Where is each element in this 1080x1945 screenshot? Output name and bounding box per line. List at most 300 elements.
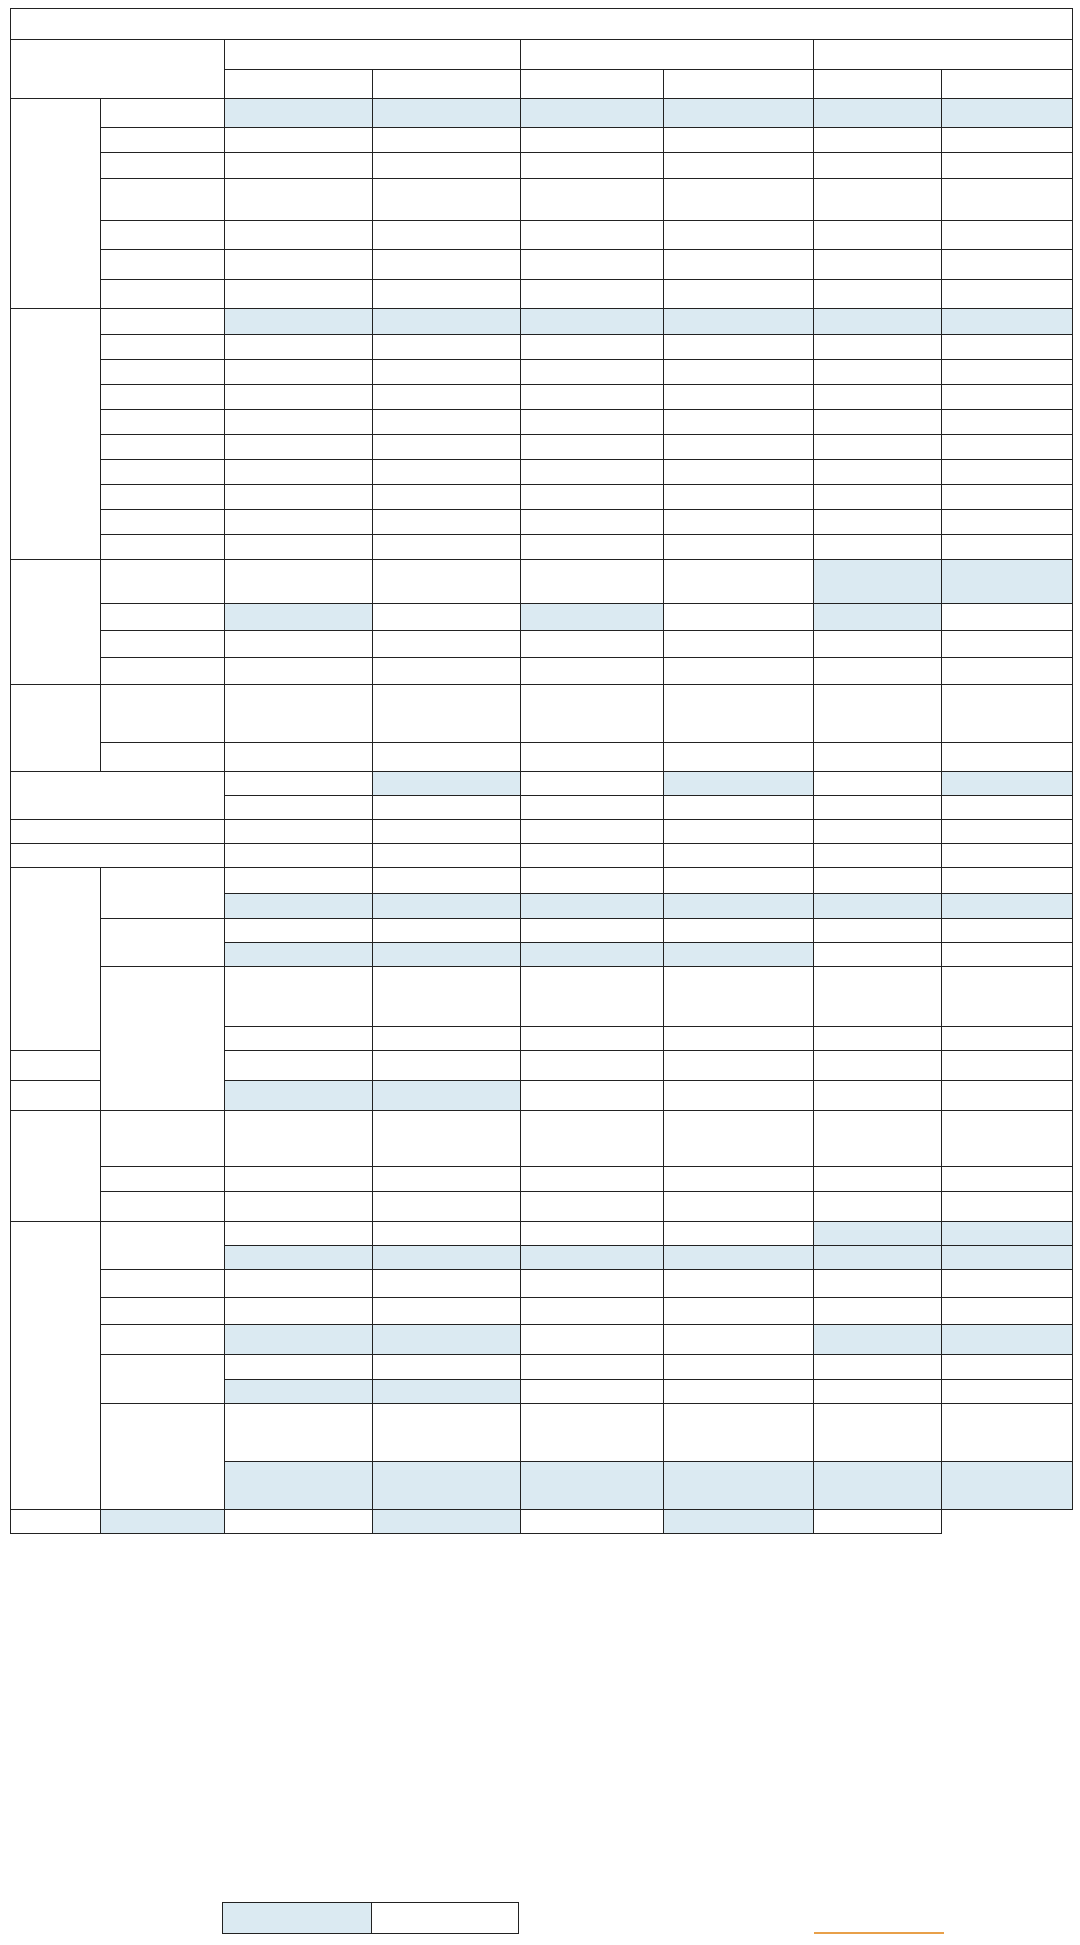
schedule-cell — [225, 153, 373, 179]
schedule-cell — [373, 820, 521, 844]
schedule-cell — [942, 535, 1073, 560]
schedule-cell — [814, 772, 942, 796]
schedule-cell — [373, 1246, 521, 1270]
schedule-cell — [373, 179, 521, 221]
schedule-cell — [664, 410, 814, 435]
schedule-cell — [814, 153, 942, 179]
schedule-cell — [225, 128, 373, 153]
schedule-cell — [373, 435, 521, 460]
schedule-cell — [942, 510, 1073, 535]
schedule-cell — [225, 1192, 373, 1222]
schedule-cell — [814, 250, 942, 280]
schedule-cell — [814, 844, 942, 868]
schedule-cell — [521, 658, 664, 685]
schedule-cell — [942, 1462, 1073, 1510]
schedule-cell — [814, 894, 942, 919]
schedule-cell — [521, 1167, 664, 1192]
schedule-cell — [942, 743, 1073, 772]
schedule-cell — [814, 1192, 942, 1222]
dept-name — [101, 460, 225, 485]
schedule-cell — [942, 1270, 1073, 1298]
schedule-cell — [225, 743, 373, 772]
schedule-cell — [814, 967, 942, 1027]
dept-name — [101, 1325, 225, 1355]
schedule-cell — [664, 560, 814, 604]
schedule-cell — [373, 1404, 521, 1462]
schedule-cell — [664, 1270, 814, 1298]
schedule-cell — [373, 99, 521, 128]
schedule-cell — [814, 1051, 942, 1081]
dept-name — [101, 309, 225, 335]
schedule-cell — [225, 1355, 373, 1380]
schedule-cell — [521, 796, 664, 820]
schedule-cell — [225, 221, 373, 250]
dept-name — [11, 772, 225, 820]
group-xin — [11, 1111, 101, 1222]
schedule-cell — [942, 1298, 1073, 1325]
schedule-cell — [225, 535, 373, 560]
schedule-cell — [664, 1222, 814, 1246]
schedule-cell — [521, 1222, 664, 1246]
schedule-cell — [664, 868, 814, 894]
dept-name — [225, 1027, 373, 1051]
schedule-cell — [521, 1510, 664, 1534]
schedule-cell — [664, 335, 814, 360]
schedule-cell — [521, 179, 664, 221]
schedule-cell — [664, 796, 814, 820]
schedule-cell — [942, 868, 1073, 894]
schedule-cell — [521, 485, 664, 510]
dept-name — [101, 1222, 225, 1270]
group-neike — [11, 99, 101, 309]
schedule-cell — [664, 894, 814, 919]
schedule-cell — [373, 1222, 521, 1246]
schedule-cell — [664, 385, 814, 410]
schedule-cell — [521, 894, 664, 919]
schedule-cell — [942, 1222, 1073, 1246]
schedule-cell — [814, 820, 942, 844]
schedule-cell — [942, 1380, 1073, 1404]
dept-name — [101, 1404, 225, 1510]
schedule-cell — [664, 1380, 814, 1404]
schedule-cell — [664, 1298, 814, 1325]
schedule-cell — [373, 280, 521, 309]
schedule-cell — [814, 309, 942, 335]
dept-name — [101, 685, 225, 743]
schedule-cell — [373, 1355, 521, 1380]
schedule-cell — [814, 1462, 942, 1510]
schedule-cell — [664, 919, 814, 943]
schedule-cell — [942, 1404, 1073, 1462]
schedule-sheet — [10, 8, 1072, 1534]
schedule-cell — [373, 250, 521, 280]
schedule-cell — [373, 1051, 521, 1081]
schedule-cell — [664, 1051, 814, 1081]
schedule-cell — [814, 1355, 942, 1380]
schedule-cell — [664, 743, 814, 772]
schedule-cell — [373, 868, 521, 894]
schedule-cell — [942, 250, 1073, 280]
schedule-cell — [521, 1111, 664, 1167]
schedule-cell — [373, 1167, 521, 1192]
schedule-cell — [521, 1027, 664, 1051]
dept-name — [225, 967, 373, 1027]
schedule-cell — [373, 128, 521, 153]
schedule-cell — [942, 1192, 1073, 1222]
group-wuguan — [11, 685, 101, 772]
schedule-cell — [664, 250, 814, 280]
schedule-cell — [942, 309, 1073, 335]
schedule-cell — [521, 1270, 664, 1298]
schedule-cell — [814, 1111, 942, 1167]
schedule-cell — [521, 1462, 664, 1510]
schedule-cell — [814, 1298, 942, 1325]
schedule-cell — [942, 410, 1073, 435]
schedule-cell — [814, 335, 942, 360]
schedule-cell — [101, 1510, 225, 1534]
schedule-cell — [942, 360, 1073, 385]
schedule-cell — [814, 221, 942, 250]
schedule-cell — [225, 844, 373, 868]
schedule-cell — [814, 658, 942, 685]
schedule-cell — [814, 1222, 942, 1246]
schedule-cell — [814, 1027, 942, 1051]
schedule-cell — [664, 1404, 814, 1462]
schedule-cell — [521, 844, 664, 868]
dept-name — [101, 153, 225, 179]
schedule-cell — [942, 485, 1073, 510]
schedule-cell — [373, 510, 521, 535]
schedule-cell — [521, 221, 664, 250]
schedule-cell — [521, 385, 664, 410]
schedule-cell — [814, 410, 942, 435]
schedule-cell — [225, 772, 373, 796]
schedule-cell — [942, 1325, 1073, 1355]
schedule-cell — [521, 1355, 664, 1380]
schedule-cell — [521, 460, 664, 485]
schedule-cell — [814, 1380, 942, 1404]
schedule-cell — [942, 1051, 1073, 1081]
day-header — [521, 40, 814, 70]
schedule-cell — [225, 360, 373, 385]
schedule-cell — [942, 99, 1073, 128]
schedule-cell — [664, 1167, 814, 1192]
schedule-cell — [664, 280, 814, 309]
schedule-cell — [942, 631, 1073, 658]
schedule-cell — [373, 796, 521, 820]
schedule-cell — [521, 919, 664, 943]
schedule-cell — [225, 560, 373, 604]
schedule-cell — [373, 844, 521, 868]
schedule-cell — [664, 153, 814, 179]
schedule-cell — [942, 435, 1073, 460]
schedule-cell — [814, 99, 942, 128]
dept-header — [11, 40, 225, 99]
group-waike — [11, 309, 101, 560]
day-header — [225, 40, 521, 70]
schedule-cell — [814, 535, 942, 560]
page-title — [11, 9, 1073, 40]
dept-name — [101, 1270, 225, 1298]
schedule-cell — [814, 1404, 942, 1462]
dept-name — [101, 743, 225, 772]
schedule-table — [10, 8, 1073, 1534]
am-header — [521, 70, 664, 99]
schedule-cell — [664, 967, 814, 1027]
schedule-cell — [814, 1246, 942, 1270]
dept-name — [11, 844, 225, 868]
schedule-cell — [225, 385, 373, 410]
schedule-cell — [373, 1510, 521, 1534]
schedule-cell — [521, 535, 664, 560]
schedule-cell — [225, 1270, 373, 1298]
dept-name — [101, 658, 225, 685]
schedule-cell — [521, 631, 664, 658]
schedule-cell — [373, 360, 521, 385]
schedule-cell — [373, 485, 521, 510]
schedule-cell — [521, 967, 664, 1027]
schedule-cell — [373, 919, 521, 943]
schedule-cell — [664, 631, 814, 658]
schedule-cell — [521, 743, 664, 772]
schedule-cell — [814, 685, 942, 743]
dept-name — [101, 1167, 225, 1192]
schedule-cell — [225, 1462, 373, 1510]
schedule-cell — [373, 943, 521, 967]
schedule-cell — [664, 1027, 814, 1051]
schedule-cell — [814, 485, 942, 510]
schedule-cell — [664, 1081, 814, 1111]
schedule-cell — [373, 894, 521, 919]
schedule-cell — [225, 280, 373, 309]
schedule-cell — [225, 99, 373, 128]
schedule-cell — [664, 772, 814, 796]
schedule-cell — [373, 1111, 521, 1167]
dept-name — [101, 535, 225, 560]
schedule-cell — [521, 128, 664, 153]
schedule-cell — [521, 943, 664, 967]
schedule-cell — [942, 772, 1073, 796]
schedule-cell — [373, 535, 521, 560]
dept-name — [101, 128, 225, 153]
schedule-cell — [664, 99, 814, 128]
schedule-cell — [521, 510, 664, 535]
schedule-cell — [225, 820, 373, 844]
schedule-cell — [225, 309, 373, 335]
schedule-cell — [225, 435, 373, 460]
schedule-cell — [225, 335, 373, 360]
schedule-cell — [225, 179, 373, 221]
schedule-cell — [942, 128, 1073, 153]
schedule-cell — [373, 385, 521, 410]
group-ertong — [11, 868, 101, 1051]
schedule-cell — [373, 1192, 521, 1222]
schedule-cell — [225, 510, 373, 535]
schedule-cell — [373, 604, 521, 631]
group-fuchan — [11, 560, 101, 685]
schedule-cell — [942, 385, 1073, 410]
schedule-cell — [814, 1510, 942, 1534]
dept-name — [101, 435, 225, 460]
legend-normal-swatch — [222, 1902, 372, 1934]
schedule-cell — [373, 631, 521, 658]
schedule-cell — [942, 658, 1073, 685]
schedule-cell — [814, 280, 942, 309]
schedule-cell — [942, 280, 1073, 309]
dept-name — [101, 868, 225, 919]
schedule-cell — [942, 460, 1073, 485]
dept-name — [101, 604, 225, 631]
schedule-cell — [664, 221, 814, 250]
schedule-cell — [521, 560, 664, 604]
schedule-cell — [225, 1111, 373, 1167]
schedule-cell — [521, 772, 664, 796]
schedule-cell — [521, 1404, 664, 1462]
dept-name — [101, 1192, 225, 1222]
dept-name — [101, 179, 225, 221]
schedule-cell — [521, 1246, 664, 1270]
schedule-cell — [225, 658, 373, 685]
schedule-cell — [814, 604, 942, 631]
schedule-cell — [521, 1325, 664, 1355]
schedule-cell — [521, 868, 664, 894]
schedule-cell — [225, 1081, 373, 1111]
dept-name — [11, 820, 225, 844]
schedule-cell — [225, 460, 373, 485]
schedule-cell — [814, 435, 942, 460]
schedule-cell — [373, 1298, 521, 1325]
schedule-cell — [521, 1051, 664, 1081]
schedule-cell — [942, 685, 1073, 743]
schedule-cell — [373, 1380, 521, 1404]
schedule-cell — [225, 1167, 373, 1192]
schedule-cell — [942, 335, 1073, 360]
schedule-cell — [942, 1111, 1073, 1167]
schedule-cell — [373, 685, 521, 743]
schedule-cell — [942, 967, 1073, 1027]
pm-header — [373, 70, 521, 99]
schedule-cell — [521, 1298, 664, 1325]
schedule-cell — [942, 179, 1073, 221]
schedule-cell — [664, 1246, 814, 1270]
schedule-cell — [225, 1051, 373, 1081]
schedule-cell — [225, 1222, 373, 1246]
schedule-cell — [942, 1027, 1073, 1051]
group-nao — [101, 967, 225, 1111]
schedule-cell — [521, 250, 664, 280]
schedule-cell — [373, 658, 521, 685]
schedule-cell — [814, 743, 942, 772]
schedule-cell — [225, 868, 373, 894]
dept-name — [101, 280, 225, 309]
schedule-cell — [942, 894, 1073, 919]
schedule-cell — [814, 385, 942, 410]
schedule-cell — [942, 820, 1073, 844]
schedule-cell — [373, 1462, 521, 1510]
schedule-cell — [521, 280, 664, 309]
schedule-cell — [664, 510, 814, 535]
dept-name — [101, 335, 225, 360]
schedule-cell — [521, 360, 664, 385]
schedule-cell — [664, 1355, 814, 1380]
schedule-cell — [373, 560, 521, 604]
schedule-cell — [225, 943, 373, 967]
schedule-cell — [942, 1167, 1073, 1192]
schedule-cell — [373, 1081, 521, 1111]
dept-name — [101, 385, 225, 410]
schedule-cell — [664, 685, 814, 743]
schedule-cell — [942, 1081, 1073, 1111]
dept-name — [101, 1298, 225, 1325]
schedule-cell — [664, 1192, 814, 1222]
schedule-cell — [664, 820, 814, 844]
schedule-cell — [942, 943, 1073, 967]
schedule-cell — [664, 1462, 814, 1510]
schedule-cell — [814, 510, 942, 535]
schedule-cell — [664, 360, 814, 385]
schedule-cell — [814, 1270, 942, 1298]
schedule-cell — [373, 335, 521, 360]
am-header — [225, 70, 373, 99]
schedule-cell — [373, 410, 521, 435]
dept-name — [101, 1111, 225, 1167]
dept-name — [101, 221, 225, 250]
schedule-cell — [373, 460, 521, 485]
legend — [0, 1902, 1080, 1938]
schedule-cell — [814, 560, 942, 604]
dept-name — [101, 919, 225, 967]
dept-name — [101, 250, 225, 280]
schedule-cell — [664, 1510, 814, 1534]
legend-expert-label — [814, 1902, 944, 1934]
schedule-cell — [814, 631, 942, 658]
schedule-cell — [373, 1027, 521, 1051]
schedule-cell — [942, 796, 1073, 820]
schedule-cell — [225, 1298, 373, 1325]
schedule-cell — [664, 128, 814, 153]
schedule-cell — [521, 309, 664, 335]
schedule-cell — [521, 1380, 664, 1404]
schedule-cell — [373, 772, 521, 796]
schedule-cell — [814, 128, 942, 153]
dept-name — [101, 631, 225, 658]
pm-header — [664, 70, 814, 99]
dept-name — [11, 1081, 101, 1111]
schedule-cell — [942, 844, 1073, 868]
schedule-cell — [664, 1111, 814, 1167]
schedule-cell — [225, 919, 373, 943]
schedule-cell — [664, 604, 814, 631]
schedule-cell — [664, 1325, 814, 1355]
schedule-cell — [664, 658, 814, 685]
schedule-cell — [814, 360, 942, 385]
schedule-cell — [664, 435, 814, 460]
schedule-cell — [664, 844, 814, 868]
schedule-cell — [814, 1081, 942, 1111]
dept-name — [11, 1510, 101, 1534]
day-header — [814, 40, 1073, 70]
schedule-cell — [521, 153, 664, 179]
schedule-cell — [225, 685, 373, 743]
dept-name — [101, 99, 225, 128]
schedule-cell — [942, 221, 1073, 250]
schedule-cell — [521, 410, 664, 435]
legend-normal-label — [372, 1902, 519, 1934]
schedule-cell — [664, 535, 814, 560]
schedule-cell — [814, 1325, 942, 1355]
schedule-cell — [225, 410, 373, 435]
schedule-cell — [814, 919, 942, 943]
